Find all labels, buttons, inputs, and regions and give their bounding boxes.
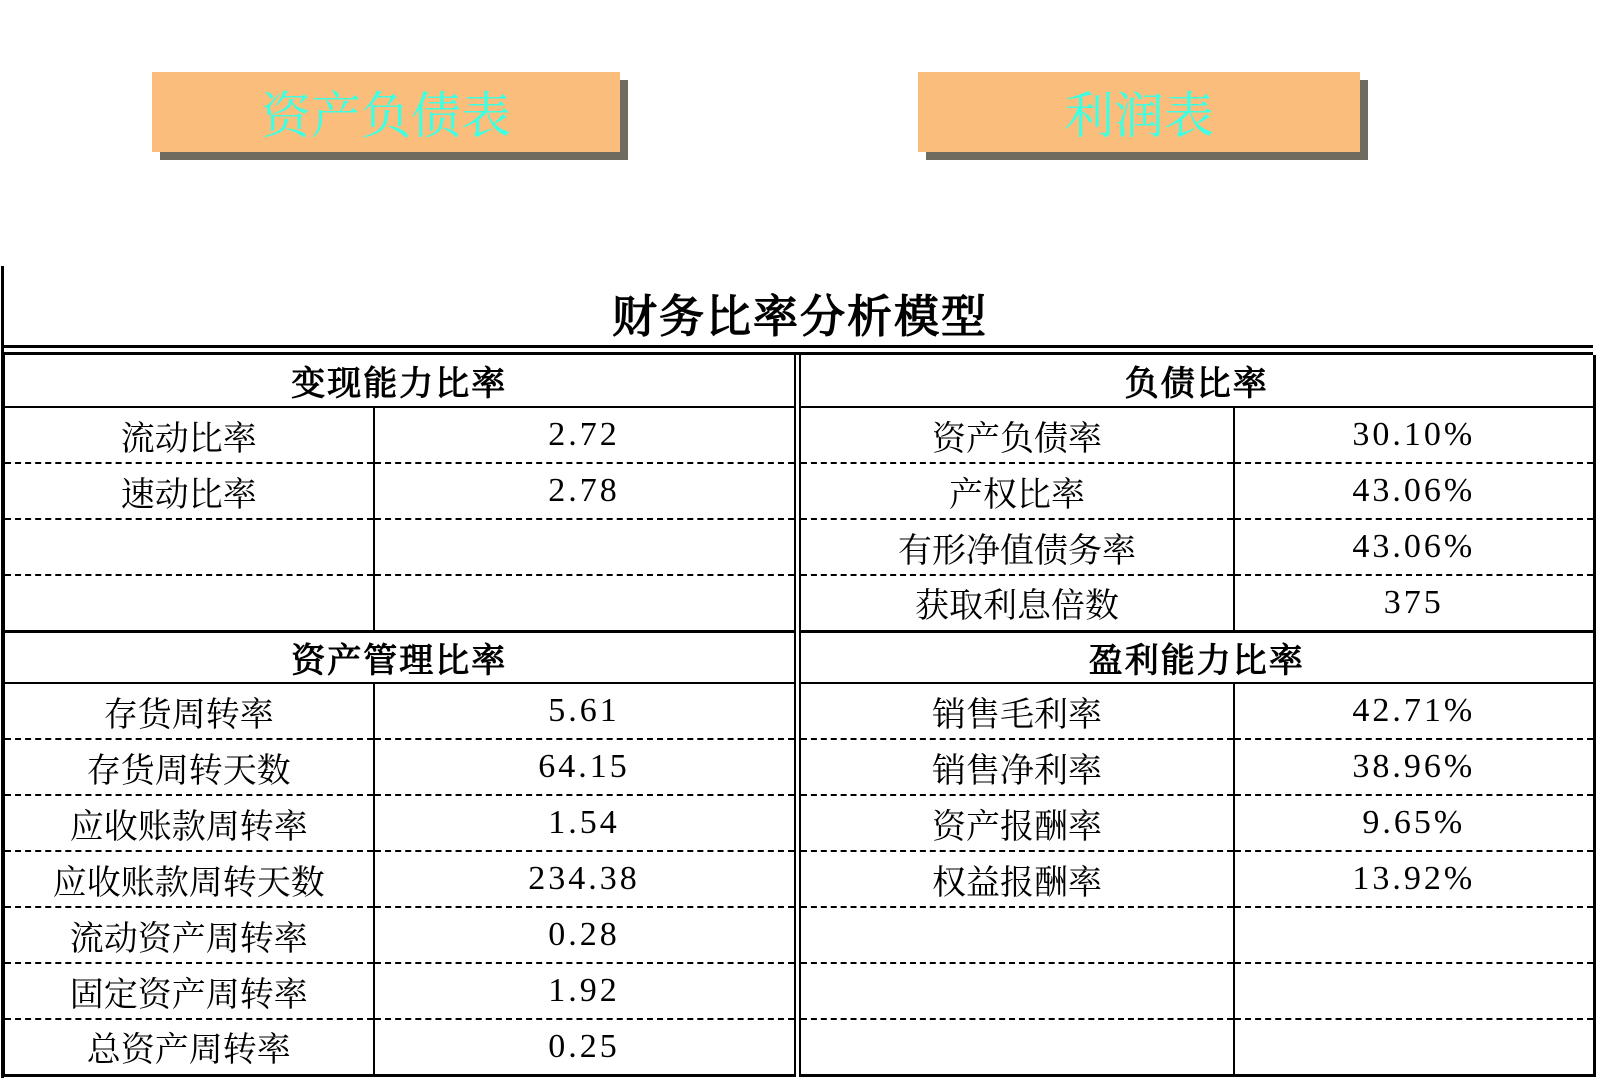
table-row [800,851,1594,907]
ratio-value [1234,907,1594,963]
table-row [4,739,795,795]
table-row [4,795,795,851]
table-row [4,463,795,519]
ratio-label [4,575,374,631]
ratio-label: 速动比率 [4,463,374,519]
table-row [800,631,1594,683]
table-row [800,907,1594,963]
debt-profitability-table [799,355,1596,1077]
ratio-label [4,519,374,575]
table-row [4,519,795,575]
liquidity-asset-table [2,355,796,1077]
ratio-label: 流动资产周转率 [4,907,374,963]
ratio-label: 获取利息倍数 [800,575,1234,631]
ratio-label: 总资产周转率 [4,1019,374,1075]
table-row [800,1019,1594,1075]
table-row [4,683,795,739]
income-statement-button-label: 利润表 [1064,88,1214,144]
ratio-label [800,963,1234,1019]
section-header-asset-management: 资产管理比率 [4,631,795,683]
ratio-value [1234,1019,1594,1075]
ratio-value: 9.65% [1234,795,1594,851]
ratio-label: 有形净值债务率 [800,519,1234,575]
table-row [4,575,795,631]
table-row [800,519,1594,575]
table-row [800,355,1594,407]
ratio-label: 销售净利率 [800,739,1234,795]
ratio-label: 资产报酬率 [800,795,1234,851]
ratio-value [374,575,795,631]
table-row [800,407,1594,463]
table-top-border [2,345,1593,355]
table-row [800,575,1594,631]
balance-sheet-button-label: 资产负债表 [261,88,511,144]
table-row [800,463,1594,519]
ratio-label: 存货周转天数 [4,739,374,795]
table-row [800,795,1594,851]
table-row [800,683,1594,739]
ratio-value: 43.06% [1234,463,1594,519]
ratio-value: 38.96% [1234,739,1594,795]
ratio-value: 64.15 [374,739,795,795]
ratio-value: 234.38 [374,851,795,907]
ratio-label: 销售毛利率 [800,683,1234,739]
ratio-label: 产权比率 [800,463,1234,519]
ratio-label: 流动比率 [4,407,374,463]
ratio-label [800,1019,1234,1075]
ratio-label [800,907,1234,963]
page-title: 财务比率分析模型 [611,292,988,342]
table-row [4,963,795,1019]
table-row [4,1019,795,1075]
ratio-label: 权益报酬率 [800,851,1234,907]
ratio-value: 0.25 [374,1019,795,1075]
ratio-value: 43.06% [1234,519,1594,575]
ratio-label: 固定资产周转率 [4,963,374,1019]
table-row [4,407,795,463]
table-row [4,907,795,963]
table-row [800,739,1594,795]
ratio-label: 应收账款周转天数 [4,851,374,907]
ratio-value: 42.71% [1234,683,1594,739]
ratio-value: 0.28 [374,907,795,963]
ratio-label: 应收账款周转率 [4,795,374,851]
section-header-profitability: 盈利能力比率 [800,631,1594,683]
ratio-value: 1.92 [374,963,795,1019]
table-row [4,851,795,907]
table-row [800,963,1594,1019]
table-row [4,631,795,683]
ratio-value: 375 [1234,575,1594,631]
section-header-liquidity: 变现能力比率 [4,355,795,407]
ratio-value: 2.78 [374,463,795,519]
section-header-debt: 负债比率 [800,355,1594,407]
ratio-label: 存货周转率 [4,683,374,739]
ratio-value: 13.92% [1234,851,1594,907]
ratio-value: 1.54 [374,795,795,851]
ratio-value: 30.10% [1234,407,1594,463]
ratio-label: 资产负债率 [800,407,1234,463]
ratio-value: 5.61 [374,683,795,739]
ratio-value [374,519,795,575]
table-row [4,355,795,407]
ratio-value [1234,963,1594,1019]
ratio-value: 2.72 [374,407,795,463]
balance-sheet-button[interactable] [152,72,620,152]
income-statement-button[interactable] [918,72,1360,152]
